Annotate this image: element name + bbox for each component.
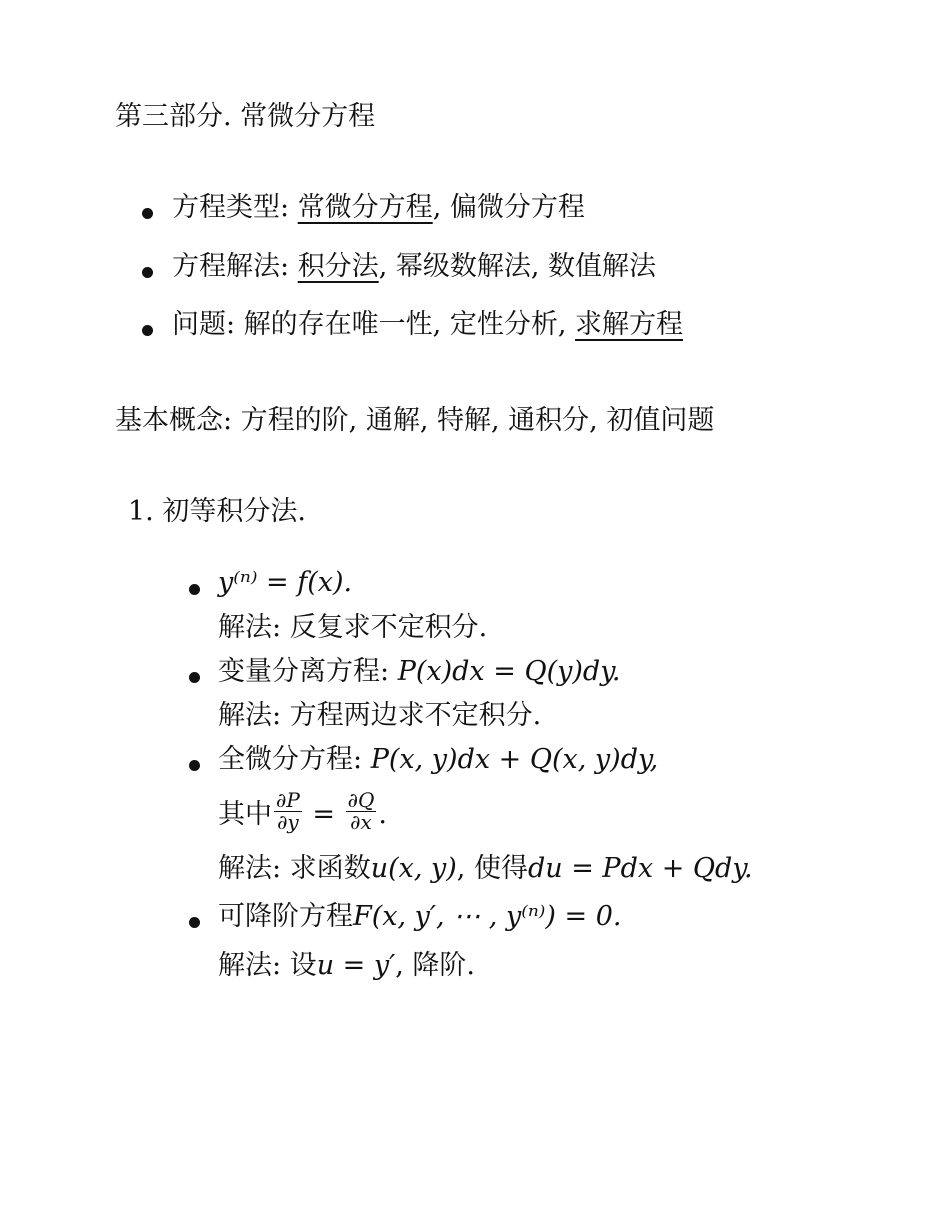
frac1-denominator: ∂y — [277, 810, 299, 834]
item-3-condition — [218, 788, 387, 837]
bullet-icon — [189, 672, 200, 683]
item-4-solution-formula: u = y′ — [316, 950, 396, 981]
condition-prefix: 其中 — [218, 799, 272, 830]
frac2-denominator: ∂x — [350, 810, 372, 834]
overview-types — [172, 192, 585, 224]
methods-underlined: 积分法 — [297, 251, 379, 282]
item-4-solution-prefix: 解法: 设 — [218, 950, 317, 981]
item-3-solution-func: u(x, y) — [370, 853, 457, 884]
item-2-solution: 解法: 方程两边求不定积分. — [218, 700, 542, 731]
condition-equals: = — [303, 799, 344, 830]
condition-end: . — [378, 799, 387, 830]
item-1-formula: y⁽ⁿ⁾ = f(x). — [218, 567, 353, 598]
bullet-icon — [142, 208, 153, 219]
overview-problems — [172, 309, 683, 341]
subsection-number: 1. — [128, 496, 154, 527]
basic-concepts: 基本概念: 方程的阶, 通解, 特解, 通积分, 初值问题 — [115, 405, 715, 436]
problems-prefix: 问题: 解的存在唯一性, 定性分析, — [172, 309, 576, 340]
types-underlined: 常微分方程 — [297, 192, 433, 223]
item-2-formula: P(x)dx = Q(y)dy. — [397, 656, 621, 687]
item-3-label: 全微分方程: — [218, 744, 371, 775]
partial-p-fraction — [274, 790, 302, 833]
item-4-formula: F(x, y′, ⋯ , y⁽ⁿ⁾) = 0. — [353, 901, 622, 932]
bullet-icon — [142, 267, 153, 278]
methods-prefix: 方程解法: — [172, 251, 298, 282]
bullet-icon — [189, 760, 200, 771]
item-3-solution-formula: du = Pdx + Qdy. — [527, 853, 753, 884]
frac2-numerator: ∂Q — [347, 788, 375, 812]
frac1-numerator: ∂P — [276, 788, 300, 812]
item-4-solution — [218, 950, 475, 982]
types-prefix: 方程类型: — [172, 192, 298, 223]
item-3-solution-mid: , 使得 — [456, 853, 528, 884]
item-4-line — [218, 901, 622, 933]
subsection-title: 初等积分法. — [162, 496, 306, 527]
item-4-label: 可降阶方程 — [218, 901, 353, 932]
bullet-icon — [189, 917, 200, 928]
overview-methods — [172, 251, 656, 283]
types-rest: , 偏微分方程 — [432, 192, 585, 223]
subsection-heading — [128, 496, 306, 528]
bullet-icon — [142, 325, 153, 336]
item-3-line — [218, 744, 658, 776]
partial-q-fraction — [346, 790, 377, 833]
item-3-formula: P(x, y)dx + Q(x, y)dy, — [370, 744, 659, 775]
item-2-label: 变量分离方程: — [218, 656, 398, 687]
section-title: 第三部分. 常微分方程 — [115, 101, 376, 132]
methods-rest: , 幂级数解法, 数值解法 — [378, 251, 657, 282]
problems-underlined: 求解方程 — [575, 309, 684, 340]
item-1-solution: 解法: 反复求不定积分. — [218, 612, 488, 643]
item-3-solution — [218, 853, 753, 885]
bullet-icon — [189, 584, 200, 595]
item-4-solution-end: , 降阶. — [395, 950, 475, 981]
item-3-solution-prefix: 解法: 求函数 — [218, 853, 371, 884]
item-2-line — [218, 656, 620, 688]
